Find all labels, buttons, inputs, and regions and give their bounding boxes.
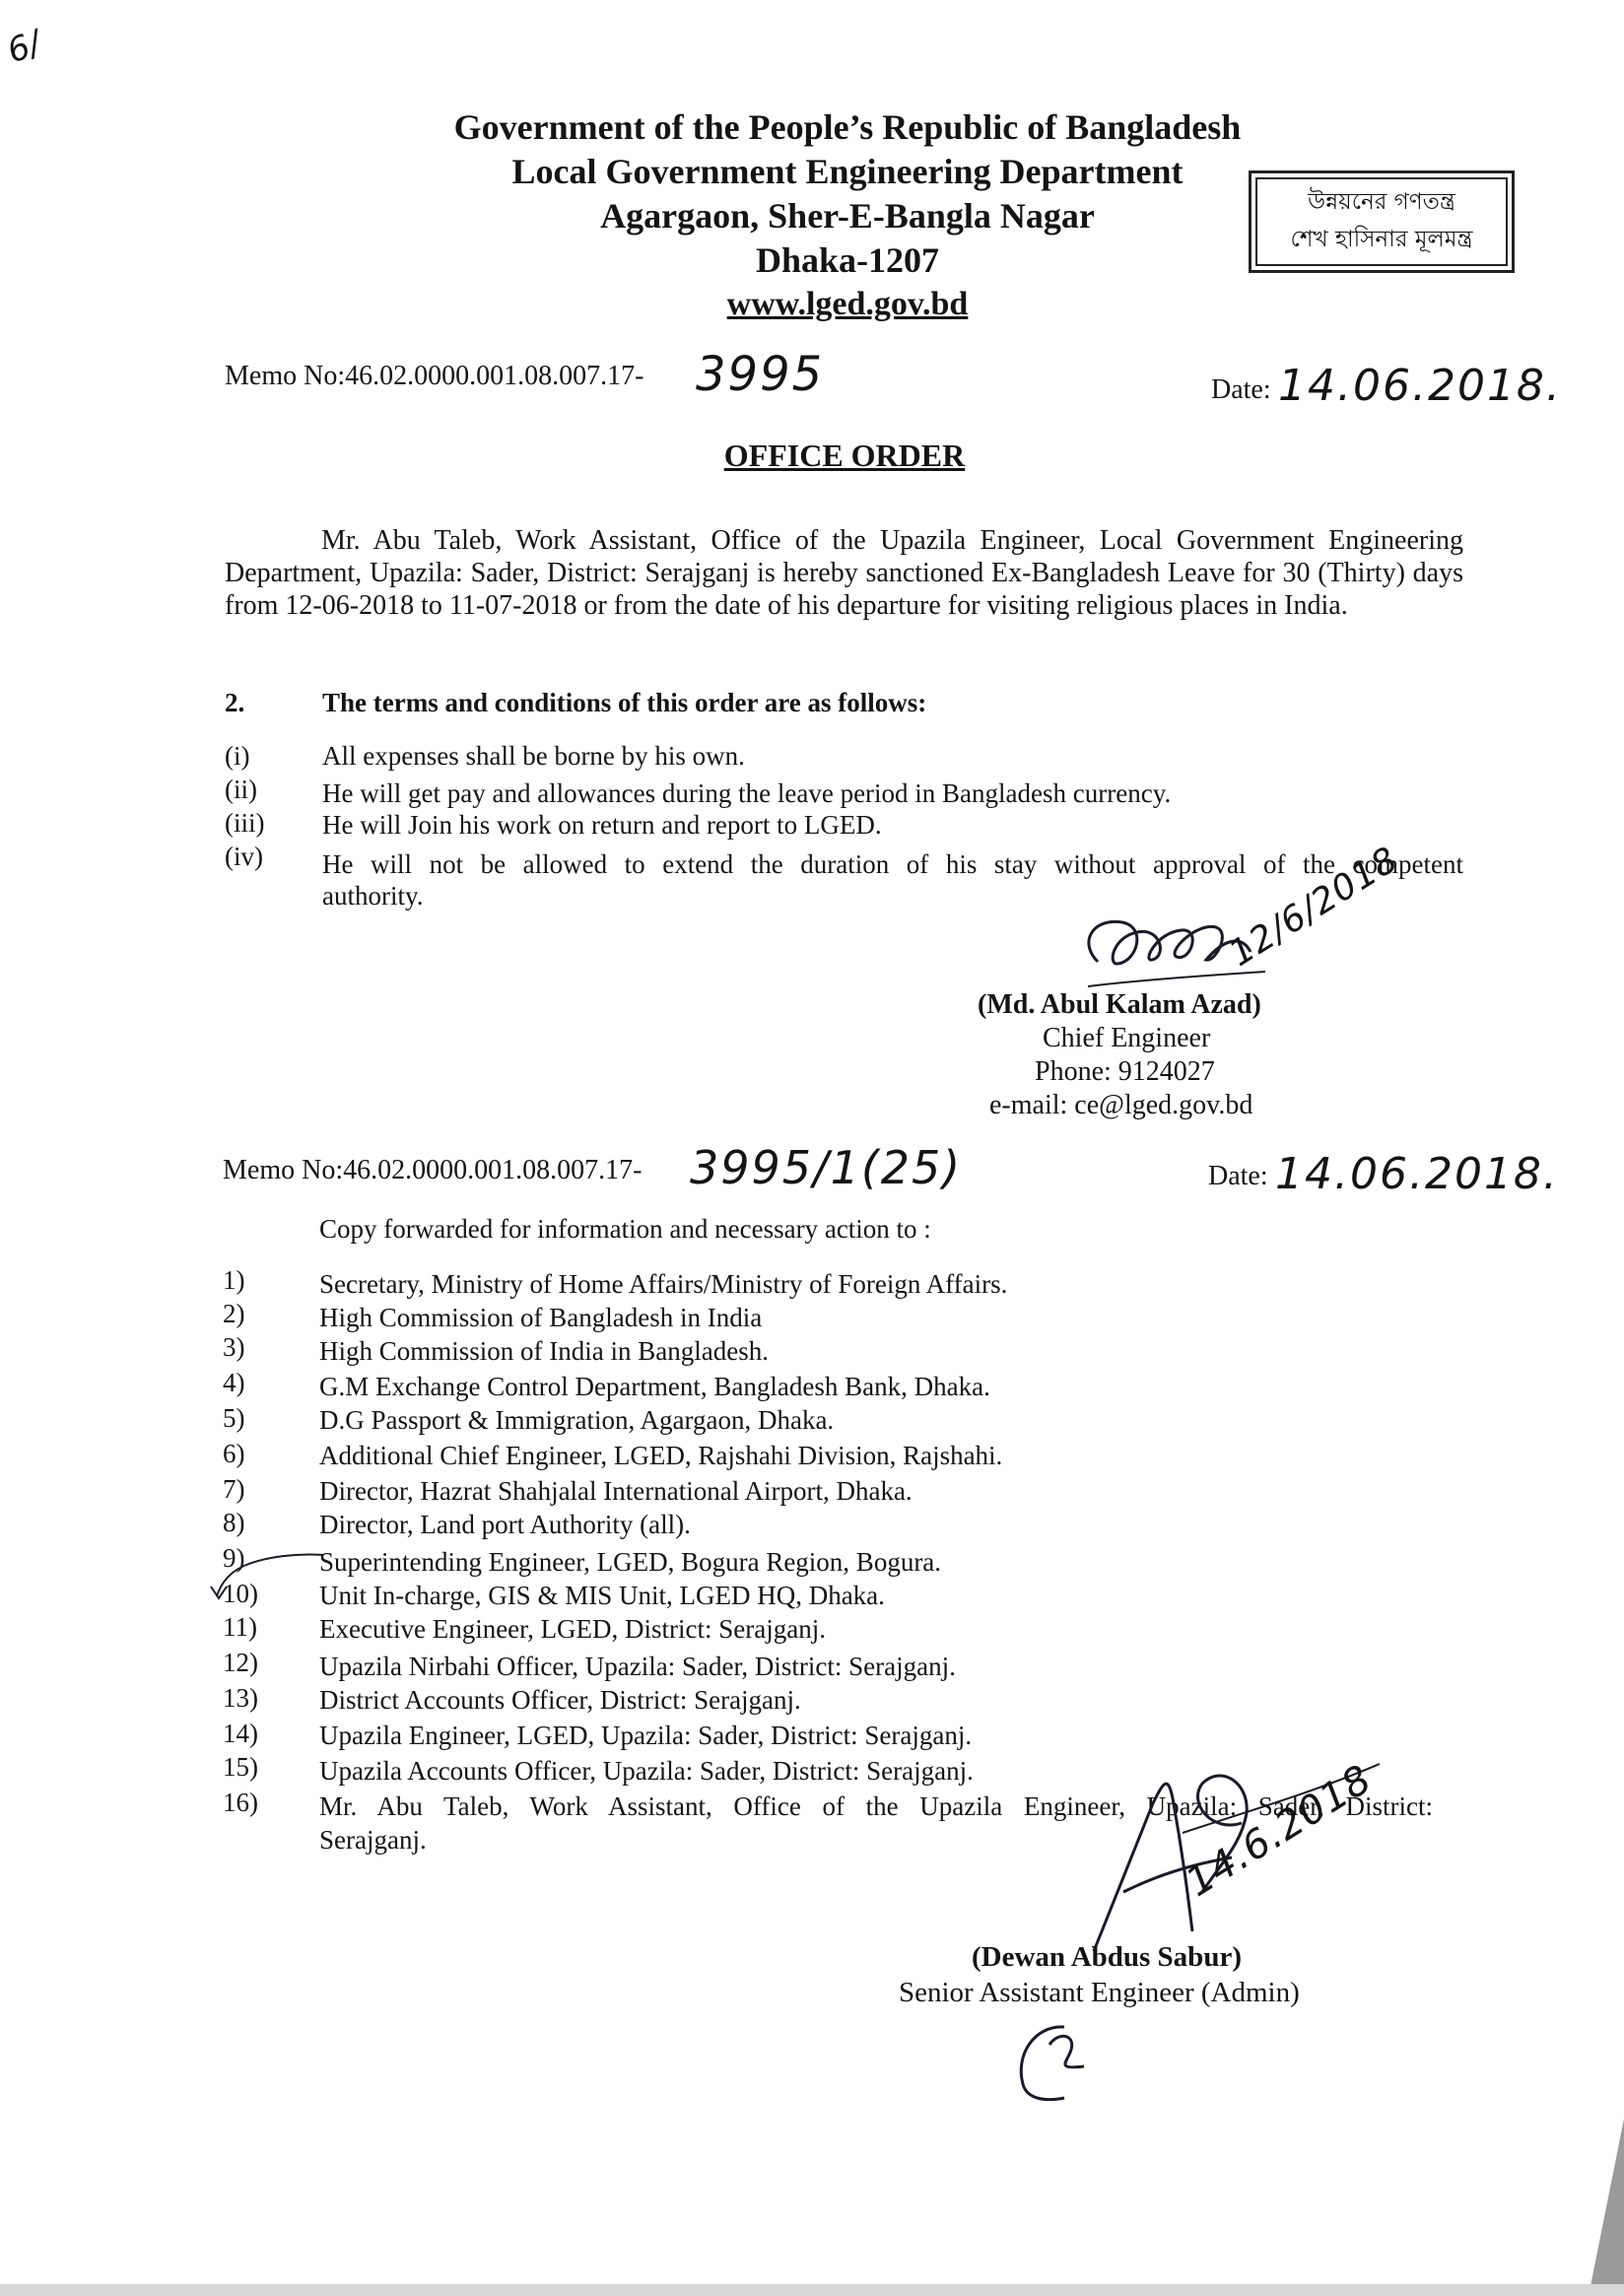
memo-date-label: Date: [1211,374,1271,405]
signatory1-title: Chief Engineer [1043,1023,1211,1053]
copy-number: 2) [223,1299,245,1328]
copy-forward-intro: Copy forwarded for information and necessary action to : [319,1214,931,1244]
term-text-continuation: authority. [322,881,424,911]
term-number: (iv) [225,842,263,871]
header-department: Local Government Engineering Department [511,152,1184,191]
copy-recipient: D.G Passport & Immigration, Agargaon, Dhaka. [319,1405,835,1435]
copy-number: 16) [223,1788,258,1817]
copy-recipient: Secretary, Ministry of Home Affairs/Ministry of Foreign Affairs. [319,1269,1008,1299]
copy-number: 1) [223,1265,245,1295]
header-city: Dhaka-1207 [755,240,940,280]
page-corner-mark: 6/ [2,23,46,72]
copy-number: 15) [223,1752,258,1782]
motto-line-1: উন্নয়নের গণতন্ত্র [1308,189,1455,215]
copy-recipient: Upazila Nirbahi Officer, Upazila: Sader, District: Serajganj. [319,1652,956,1681]
memo-number-label: Memo No:46.02.0000.001.08.007.17- [225,361,644,391]
copy-recipient: G.M Exchange Control Department, Bangladesh Bank, Dhaka. [319,1372,990,1401]
signatory2-name: (Dewan Abdus Sabur) [972,1941,1242,1973]
copy-recipient-continuation: Serajganj. [319,1825,427,1855]
copy-recipient-line: Mr. Abu Taleb, Work Assistant, Office of the Upazila Engineer, Upazila: Sader, District: [319,1791,1433,1821]
copy-recipient: High Commission of Bangladesh in India [319,1303,763,1332]
term-text: He will get pay and allowances during the leave period in Bangladesh currency. [322,778,1172,808]
copy-recipient: Director, Hazrat Shahjalal International Airport, Dhaka. [319,1476,913,1506]
signature-date-handwritten: 12/6/2018 [1222,839,1406,975]
term-number: (iii) [225,808,265,838]
copy-recipient: District Accounts Officer, District: Serajganj. [319,1685,801,1715]
motto-line-2: শেখ হাসিনার মূলমন্ত্র [1290,227,1473,252]
copy-recipient: High Commission of India in Bangladesh. [319,1336,769,1366]
copy-number: 3) [223,1332,245,1362]
term-text: He will Join his work on return and report to LGED. [322,810,882,840]
copy-number: 8) [223,1508,245,1537]
terms-number: 2. [225,688,245,717]
copy-number: 5) [223,1403,245,1433]
memo2-number-label: Memo No:46.02.0000.001.08.007.17- [223,1155,643,1185]
copy-number: 6) [223,1439,245,1468]
signatory2-title: Senior Assistant Engineer (Admin) [899,1977,1300,2008]
copy-recipient: Superintending Engineer, LGED, Bogura Region, Bogura. [319,1547,942,1577]
copy-number: 7) [223,1474,245,1504]
copy-number: 12) [223,1648,258,1677]
memo2-date-label: Date: [1208,1161,1268,1191]
copy-recipient: Director, Land port Authority (all). [319,1510,691,1539]
term-number: (i) [225,741,250,771]
office-order-title: OFFICE ORDER [723,438,966,473]
header-website: www.lged.gov.bd [726,286,969,322]
copy-recipient: Upazila Accounts Officer, Upazila: Sader, District: Serajganj. [319,1756,974,1786]
copy-recipient: Additional Chief Engineer, LGED, Rajshahi Division, Rajshahi. [319,1441,1003,1470]
header-government: Government of the People’s Republic of Bangladesh [453,107,1242,147]
header-address: Agargaon, Sher-E-Bangla Nagar [600,196,1095,236]
memo2-date-handwritten: 14.06.2018. [1275,1149,1559,1199]
terms-heading: The terms and conditions of this order are as follows: [322,688,927,717]
memo-date-handwritten: 14.06.2018. [1278,361,1562,411]
signatory1-email: e-mail: ce@lged.gov.bd [989,1090,1253,1120]
order-body-text: Mr. Abu Taleb, Work Assistant, Office of the Upazila Engineer, Local Government Engineering Department, Upazila: Sader, District: Serajganj is hereby sanctioned Ex-Bangladesh Leave for 30 (Thirty) days from 12-06-2018 to 11-07-2018 or from the date of his departure for visiting religious places in India. [225,525,1463,621]
copy-number: 10) [223,1579,258,1608]
memo-number-handwritten: 3995 [696,347,825,402]
copy-recipient: Executive Engineer, LGED, District: Serajganj. [319,1614,827,1644]
copy-number: 9) [223,1543,245,1573]
signatory1-phone: Phone: 9124027 [1035,1056,1215,1087]
copy-recipient: Unit In-charge, GIS & MIS Unit, LGED HQ, Dhaka. [319,1581,885,1610]
copy-number: 11) [223,1612,257,1642]
term-text: All expenses shall be borne by his own. [322,741,745,771]
memo2-number-handwritten: 3995/1(25) [690,1141,963,1194]
copy-number: 4) [223,1368,245,1397]
copy-recipient: Upazila Engineer, LGED, Upazila: Sader, District: Serajganj. [319,1721,973,1750]
copy-number: 14) [223,1719,258,1748]
signatory1-name: (Md. Abul Kalam Azad) [978,989,1261,1020]
copy-number: 13) [223,1683,258,1713]
term-text-line: He will not be allowed to extend the duration of his stay without approval of the competent [322,849,1463,879]
term-number: (ii) [225,775,257,804]
signature2-date-handwritten: 14.6.2018 [1178,1756,1381,1906]
